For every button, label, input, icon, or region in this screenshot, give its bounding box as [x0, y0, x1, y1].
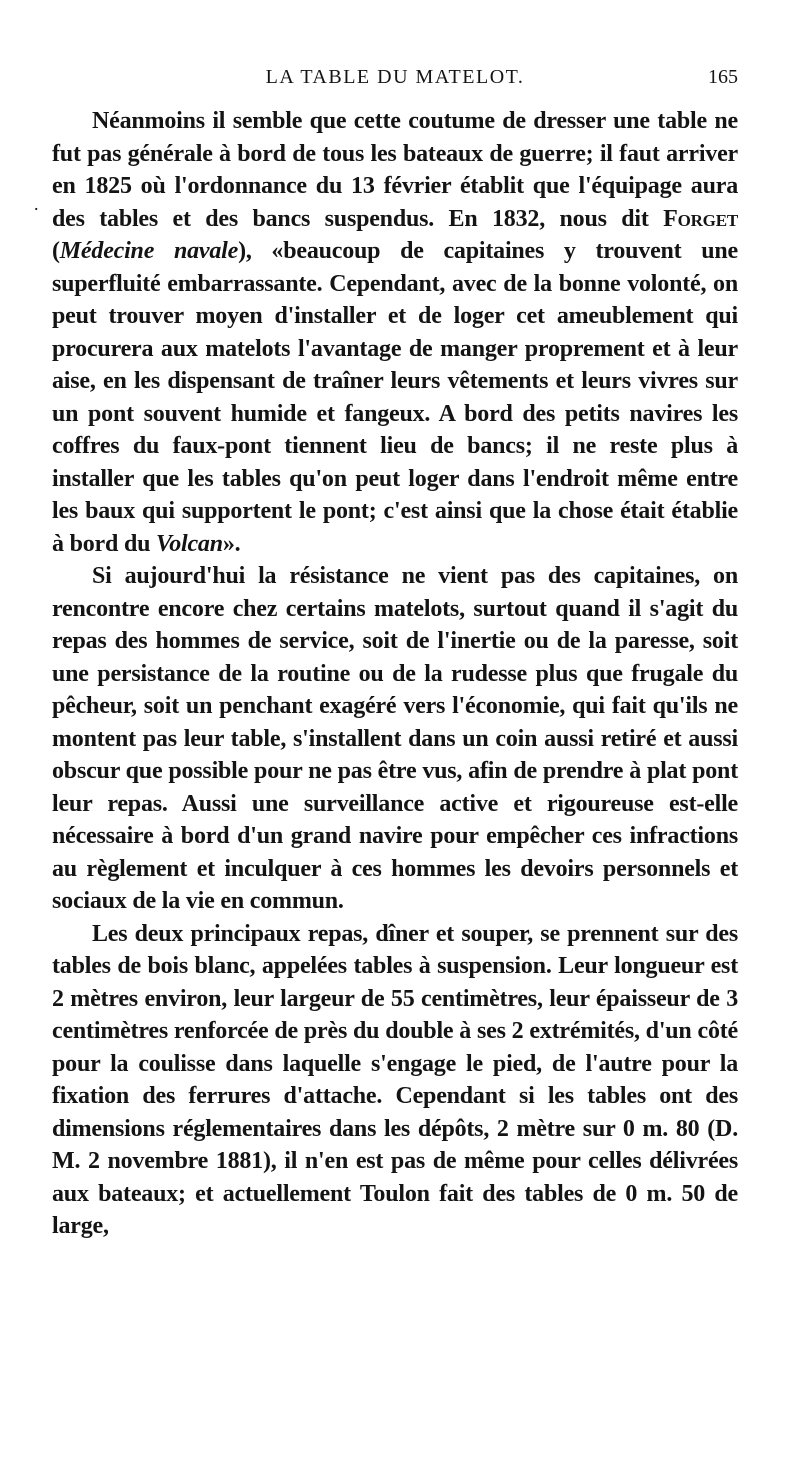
margin-mark: .: [34, 194, 39, 214]
paragraph-3: Les deux principaux repas, dîner et souper, se prennent sur des tables de bois blanc, appelées tables à suspension. Leur longueur est 2 mètres environ, leur largeur de 55 centimètres, leur épaisseur de 3 centimètres renforcée de près du double à ses 2 extrémités, d'un côté pour la coulisse dans laquelle s'engage le pied, de l'autre pour la fixation des ferrures d'attache. Cependant si les tables ont des dimensions réglementaires dans les dépôts, 2 mètre sur 0 m. 80 (D. M. 2 novembre 1881), il n'en est pas de même pour celles délivrées aux bateaux; et actuellement Toulon fait des tables de 0 m. 50 de large,: [52, 920, 738, 1239]
body-text: [52, 105, 738, 1243]
paragraph-1-text-b: (: [52, 238, 60, 264]
book-title: Médecine navale: [59, 238, 239, 264]
ship-name: Volcan: [156, 530, 223, 557]
running-title: LA TABLE DU MATELOT.: [265, 66, 525, 88]
paragraph-1: [52, 105, 738, 560]
paragraph-1-text-d: ».: [222, 530, 241, 557]
paragraph-1-text-a: Néanmoins il semble que cette coutume de dresser une table ne fut pas générale à bord de tous les bateaux de guerre; il faut arriver en 1825 où l'ordonnance du 13 février établit que l'équipage aura des tables et des bancs suspendus. En 1832, nous dit: [52, 108, 738, 232]
paragraph-1-text-c: ), «beaucoup de capitaines y trouvent une superfluité embarrassante. Cependant, avec de la bonne volonté, on peut trouver moyen d'installer et de loger cet ameublement qui procurera aux matelots l'avantage de manger proprement et à leur aise, en les dispensant de traîner leurs vêtements et leurs vivres sur un pont souvent humide et fangeux. A bord des petits navires les coffres du faux-pont tiennent lieu de bancs; il ne reste plus à installer que les tables qu'on peut loger dans l'endroit même entre les baux qui supportent le pont; c'est ainsi que la chose était établie à bord du: [52, 238, 738, 557]
author-name: Forget: [663, 205, 738, 232]
page-number: 165: [708, 66, 738, 88]
running-head: [52, 66, 738, 96]
paragraph-2: Si aujourd'hui la résistance ne vient pas des capitaines, on rencontre encore chez certains matelots, surtout quand il s'agit du repas des hommes de service, soit de l'inertie ou de la paresse, soit une persistance de la routine ou de la rudesse plus que frugale du pêcheur, soit un penchant exagéré vers l'économie, qui fait qu'ils ne montent pas leur table, s'installent dans un coin aussi retiré et aussi obscur que possible pour ne pas être vus, afin de prendre à plat pont leur repas. Aussi une surveillance active et rigoureuse est-elle nécessaire à bord d'un grand navire pour empêcher ces infractions au règlement et inculquer à ces hommes les devoirs personnels et sociaux de la vie en commun.: [52, 563, 738, 914]
